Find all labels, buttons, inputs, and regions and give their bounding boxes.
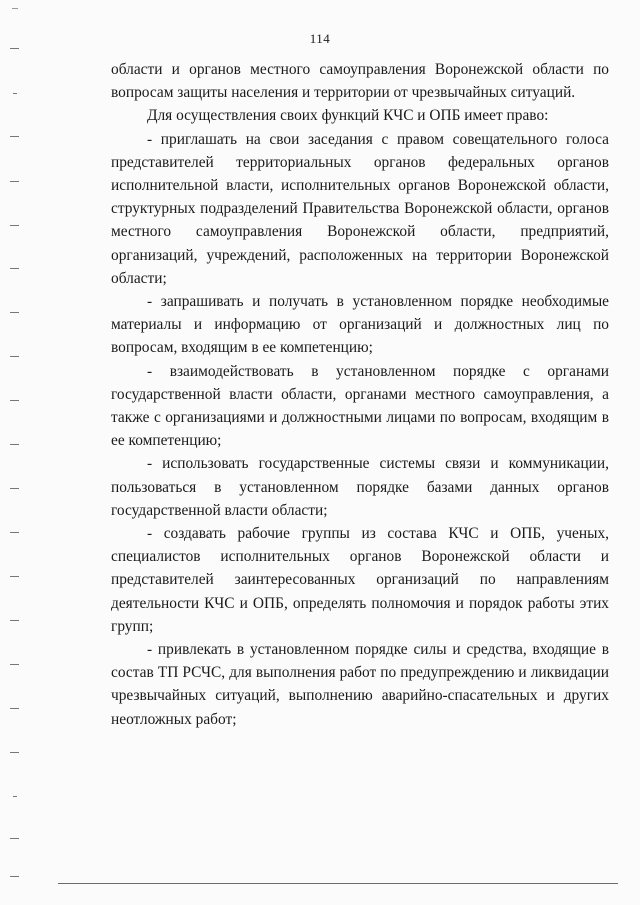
paragraph: - использовать государственные системы связи и коммуникации, пользоваться в установленном порядке базами данных органов государственной власти области; bbox=[111, 455, 609, 519]
margin-mark bbox=[10, 620, 19, 621]
scan-bottom-rule bbox=[58, 883, 618, 884]
margin-mark bbox=[13, 93, 17, 94]
document-body bbox=[111, 58, 609, 731]
margin-mark bbox=[10, 532, 19, 533]
scan-margin-marks bbox=[0, 0, 30, 905]
margin-mark bbox=[10, 708, 19, 709]
margin-mark bbox=[10, 752, 19, 753]
margin-mark bbox=[10, 838, 19, 839]
margin-mark bbox=[10, 488, 19, 489]
margin-mark bbox=[10, 225, 19, 226]
margin-mark bbox=[10, 356, 19, 357]
paragraph: - привлекать в установленном порядке силы и средства, входящие в состав ТП РСЧС, для выполнения работ по предупреждению и ликвидации чрезвычайных ситуаций, выполнению аварийно-спасательных и других неотложных работ; bbox=[111, 641, 609, 728]
margin-mark bbox=[10, 876, 19, 877]
margin-mark bbox=[10, 444, 19, 445]
paragraph: - приглашать на свои заседания с правом совещательного голоса представителей территориальных органов федеральных органов исполнительной власти, исполнительных органов Воронежской области, структурных подразделений Правительства Воронежской области, органов местного самоуправления Воронежской области, предприятий, организаций, учреждений, расположенных на территории Воронежской области; bbox=[111, 130, 609, 287]
margin-mark bbox=[13, 796, 17, 797]
paragraph: Для осуществления своих функций КЧС и ОПБ имеет право: bbox=[147, 107, 549, 125]
page-number: 114 bbox=[309, 31, 331, 46]
margin-mark bbox=[10, 576, 19, 577]
margin-mark bbox=[10, 48, 19, 49]
margin-mark bbox=[10, 136, 19, 137]
margin-mark bbox=[10, 181, 19, 182]
margin-mark bbox=[10, 664, 19, 665]
margin-mark bbox=[10, 268, 19, 269]
paragraph: - взаимодействовать в установленном порядке с органами государственной власти области, органами местного самоуправления, а также с организациями и должностными лицами по вопросам, входящим в ее компетенцию; bbox=[111, 362, 609, 450]
paragraph: - запрашивать и получать в установленном порядке необходимые материалы и информацию от организаций и должностных лиц по вопросам, входящим в ее компетенцию; bbox=[111, 293, 609, 357]
paragraph: области и органов местного самоуправления Воронежской области по вопросам защиты населения и территории от чрезвычайных ситуаций. bbox=[111, 61, 609, 102]
margin-mark bbox=[10, 400, 19, 401]
margin-mark bbox=[10, 312, 19, 313]
paragraph: - создавать рабочие группы из состава КЧС и ОПБ, ученых, специалистов исполнительных органов Воронежской области и представителей заинтересованных организаций по направлениям деятельности КЧС и ОПБ, определять полномочия и порядок работы этих групп; bbox=[111, 525, 609, 635]
